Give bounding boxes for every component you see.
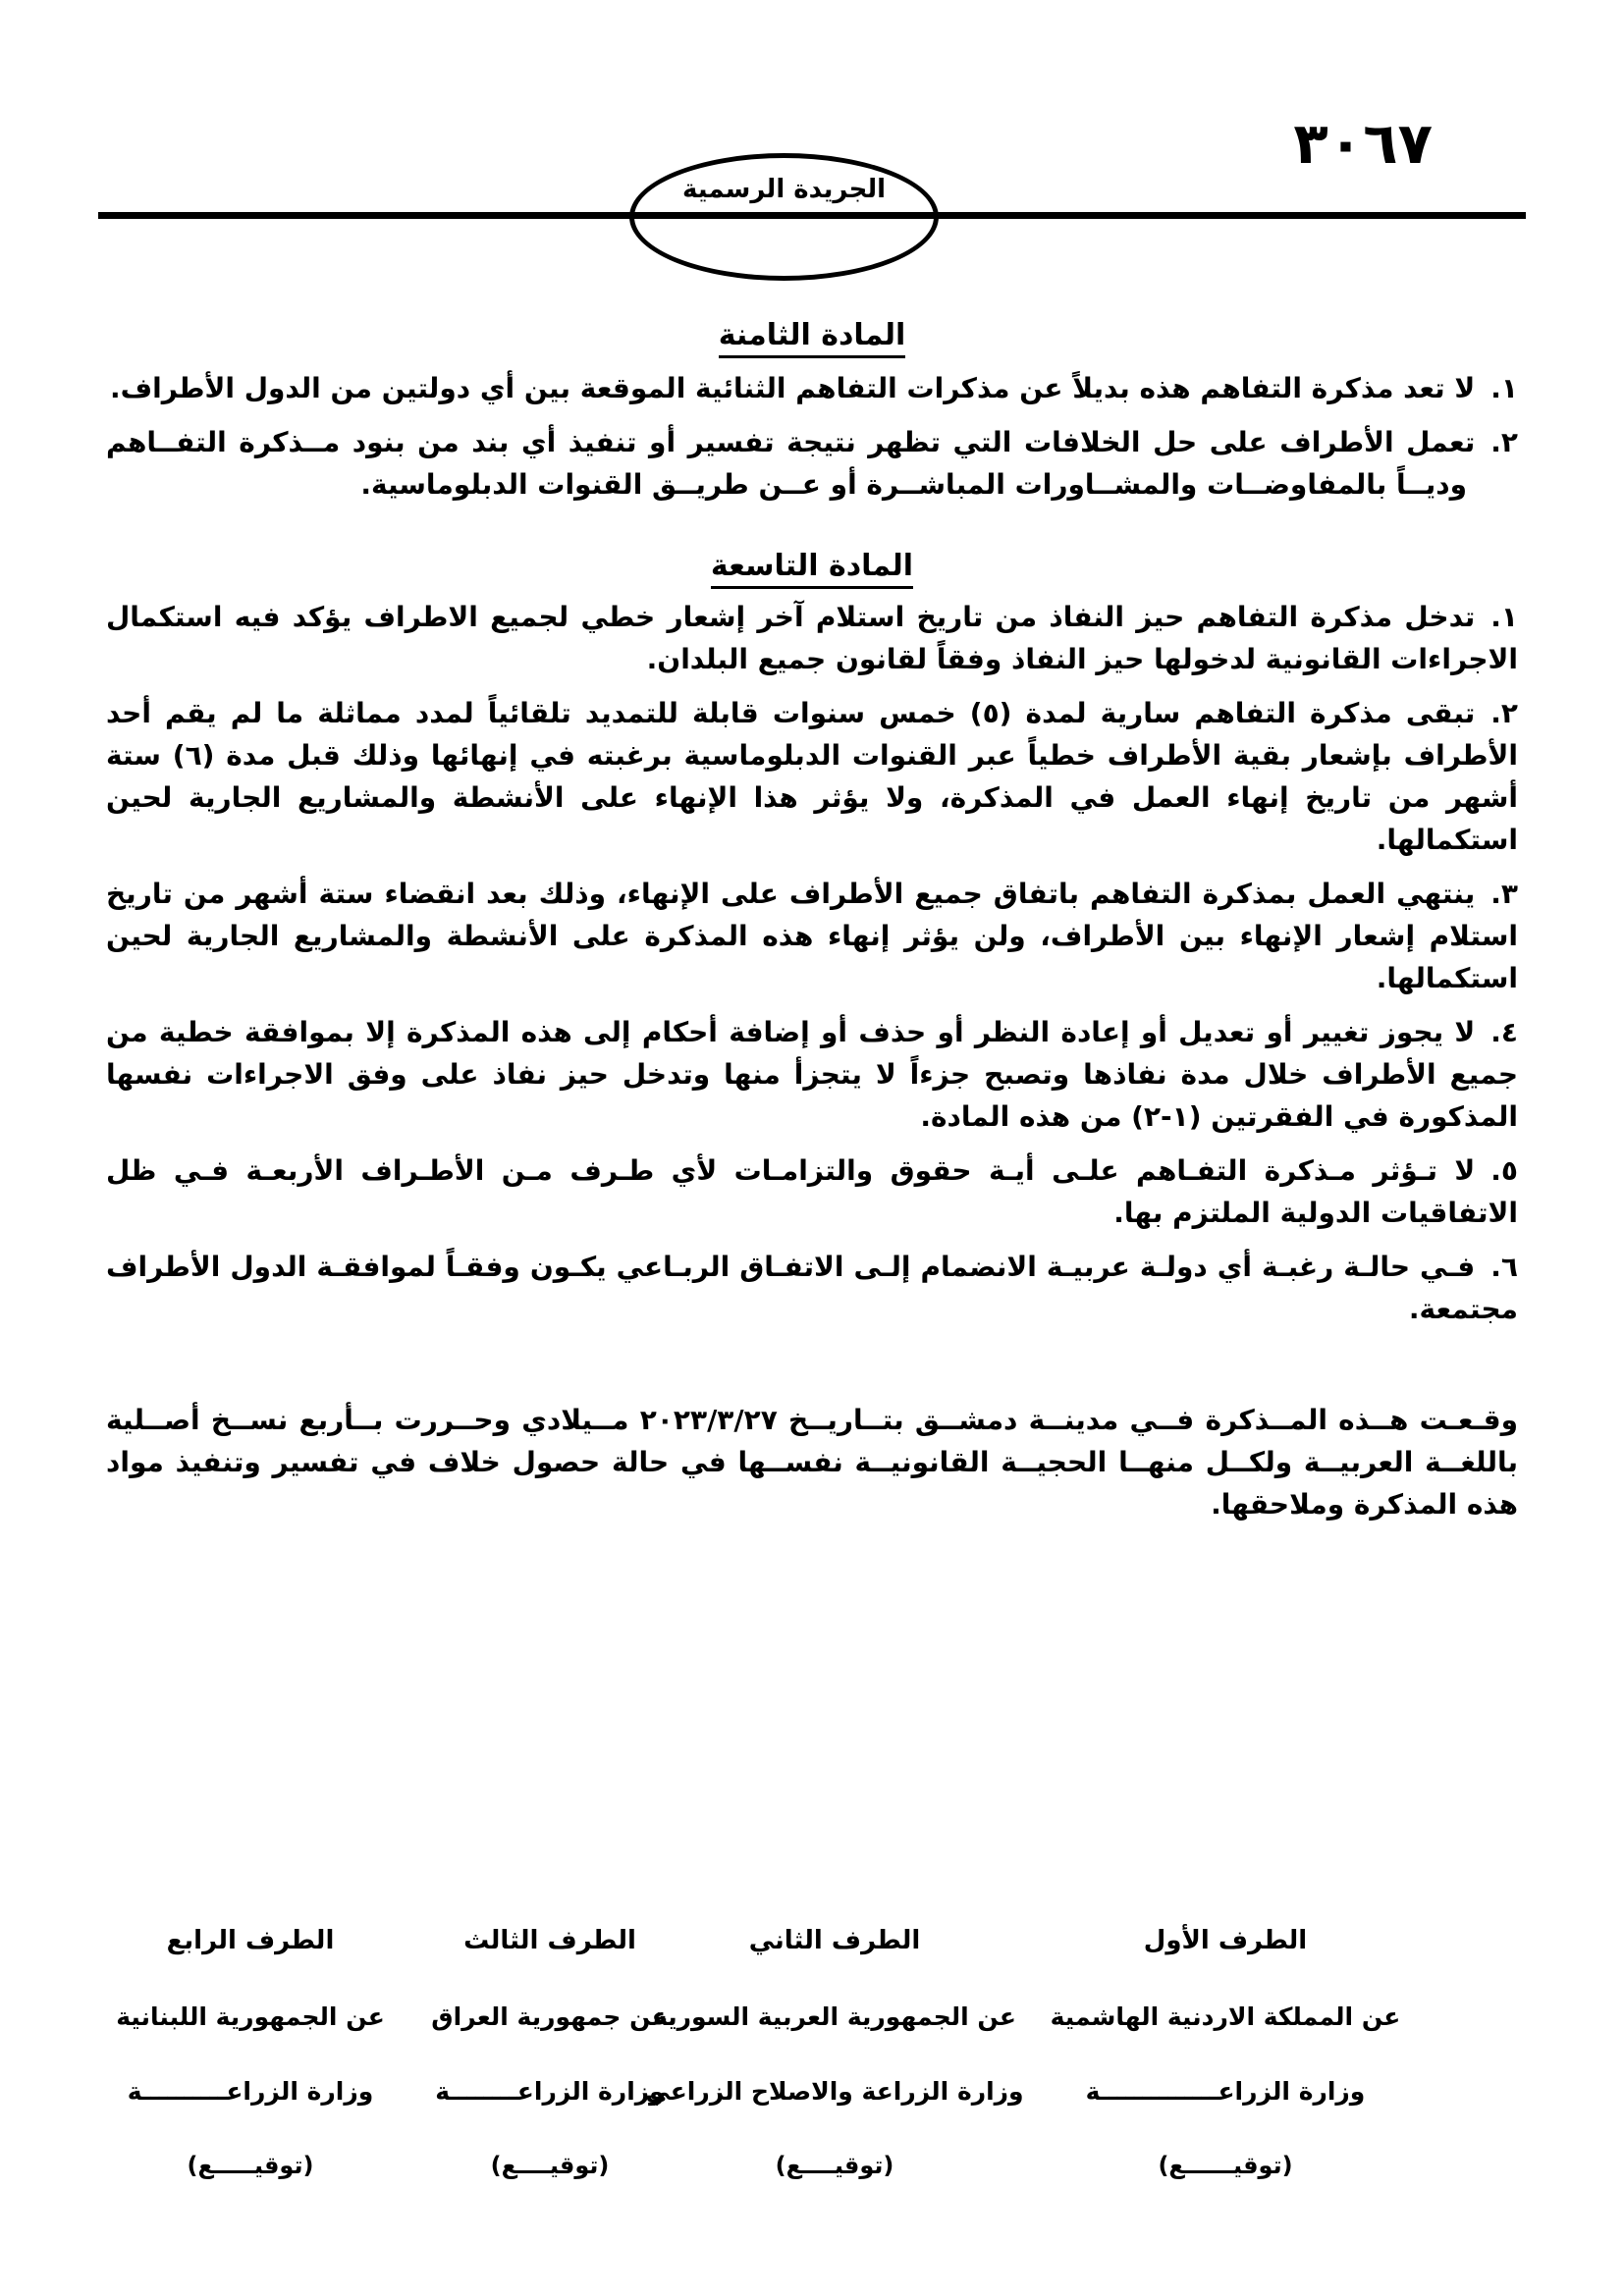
list-item <box>106 692 1518 861</box>
document-body <box>106 316 1518 1525</box>
item-number: ١. <box>1490 601 1518 633</box>
party-entity: عن جمهورية العراق <box>431 2002 669 2031</box>
gazette-title: الجريدة الرسمية <box>682 175 886 204</box>
party-entity: عن الجمهورية اللبنانية <box>116 2002 385 2031</box>
party-signature-placeholder: (توقيــــع) <box>490 2152 610 2179</box>
party-label: الطرف الثاني <box>748 1926 921 1955</box>
item-text: تعمل الأطراف على حل الخلافات التي تظهر نتيجة تفسير أو تنفيذ أي بند من بنود مــذكرة التفــاهم وديــاً بالمفاوضــات والمشــاورات المباشــرة أو عــن طريــق القنوات الدبلوماسية. <box>106 426 1476 501</box>
list-item <box>106 1011 1518 1138</box>
item-text: لا تعد مذكرة التفاهم هذه بديلاً عن مذكرات التفاهم الثنائية الموقعة بين أي دولتين من الدول الأطراف. <box>109 372 1476 404</box>
item-text: تبقى مذكرة التفاهم سارية لمدة (٥) خمس سنوات قابلة للتمديد تلقائياً لمدد مماثلة ما لم يقم أحد الأطراف بإشعار بقية الأطراف خطياً عبر القنوات الدبلوماسية برغبته في إنهائها وذلك قبل مدة (٦) ستة أشهر من تاريخ إنهاء العمل في المذكرة، ولا يؤثر هذا الإنهاء على الأنشطة والمشاريع الجارية لحين استكمالها. <box>106 697 1518 856</box>
party-signature-placeholder: (توقيـــــع) <box>187 2152 314 2179</box>
item-text: ينتهي العمل بمذكرة التفاهم باتفاق جميع الأطراف على الإنهاء، وذلك بعد انقضاء ستة أشهر من تاريخ استلام إشعار الإنهاء بين الأطراف، ولن يؤثر إنهاء هذه المذكرة على الأنشطة والمشاريع الجارية لحين استكمالها. <box>106 878 1518 994</box>
party-ministry: وزارة الزراعــــــــــــــة <box>1085 2077 1366 2106</box>
page-number: ٣٠٦٧ <box>1293 110 1433 177</box>
list-item <box>106 421 1518 506</box>
article-eight-title: المادة الثامنة <box>106 316 1518 355</box>
article-nine-items <box>106 596 1518 1330</box>
item-text: لا يجوز تغيير أو تعديل أو إعادة النظر أو حذف أو إضافة أحكام إلى هذه المذكرة إلا بموافقة خطية من جميع الأطراف خلال مدة نفاذها وتصبح جزءاً لا يتجزأ منها وتدخل حيز نفاذ على وفق الاجراءات نفسها المذكورة في الفقرتين (١-٢) من هذه المادة. <box>106 1016 1518 1133</box>
party-signature-placeholder: (توقيــــــع) <box>1158 2152 1293 2179</box>
item-number: ٢. <box>1490 697 1518 729</box>
article-nine-title: المادة التاسعة <box>106 547 1518 586</box>
item-text: لا تـؤثر مـذكرة التفـاهم علـى أيـة حقوق والتزامـات لأي طـرف مـن الأطـراف الأربعـة فـي ظل الاتفاقيات الدولية الملتزم بها. <box>106 1154 1518 1229</box>
party-label: الطرف الثالث <box>463 1926 636 1955</box>
party-label: الطرف الأول <box>1143 1926 1308 1955</box>
item-number: ٤. <box>1490 1016 1518 1048</box>
item-text: تدخل مذكرة التفاهم حيز النفاذ من تاريخ استلام آخر إشعار خطي لجميع الاطراف يؤكد فيه استكمال الاجراءات القانونية لدخولها حيز النفاذ وفقاً لقانون جميع البلدان. <box>106 601 1518 675</box>
party-entity: عن المملكة الاردنية الهاشمية <box>1050 2002 1401 2031</box>
article-eight-items <box>106 367 1518 506</box>
list-item <box>106 596 1518 680</box>
item-number: ٥. <box>1490 1154 1518 1187</box>
item-text: فـي حالـة رغبـة أي دولـة عربيـة الانضمام إلـى الاتفـاق الربـاعي يكـون وفقـاً لموافقـة الدول الأطراف مجتمعة. <box>106 1251 1518 1325</box>
item-number: ٢. <box>1490 426 1518 458</box>
item-number: ١. <box>1490 372 1518 404</box>
party-ministry: وزارة الزراعة والاصلاح الزراعي <box>645 2077 1024 2106</box>
party-signature-placeholder: (توقيــــع) <box>775 2152 894 2179</box>
gazette-oval-stamp <box>629 153 939 281</box>
list-item <box>106 1246 1518 1330</box>
list-item <box>106 1149 1518 1234</box>
signature-block <box>0 1926 1624 2201</box>
list-item <box>106 367 1518 409</box>
item-number: ٣. <box>1490 878 1518 910</box>
party-label: الطرف الرابع <box>166 1926 335 1955</box>
party-ministry: وزارة الزراعــــــــة <box>435 2077 665 2106</box>
list-item <box>106 873 1518 999</box>
party-ministry: وزارة الزراعــــــــــة <box>127 2077 374 2106</box>
party-entity: عن الجمهورية العربية السورية <box>653 2002 1016 2031</box>
closing-paragraph: وقـعـت هــذه المــذكرة فــي مدينــة دمشــق بتــاريــخ ٢٠٢٣/٣/٢٧ مــيلادي وحــررت بــأربع نســخ أصــلية باللغــة العربيــة ولكــل منهــا الحجيــة القانونيــة نفســها في حالة حصول خلاف في تفسير وتنفيذ مواد هذه المذكرة وملاحقها. <box>106 1404 1519 1521</box>
item-number: ٦. <box>1490 1251 1518 1283</box>
